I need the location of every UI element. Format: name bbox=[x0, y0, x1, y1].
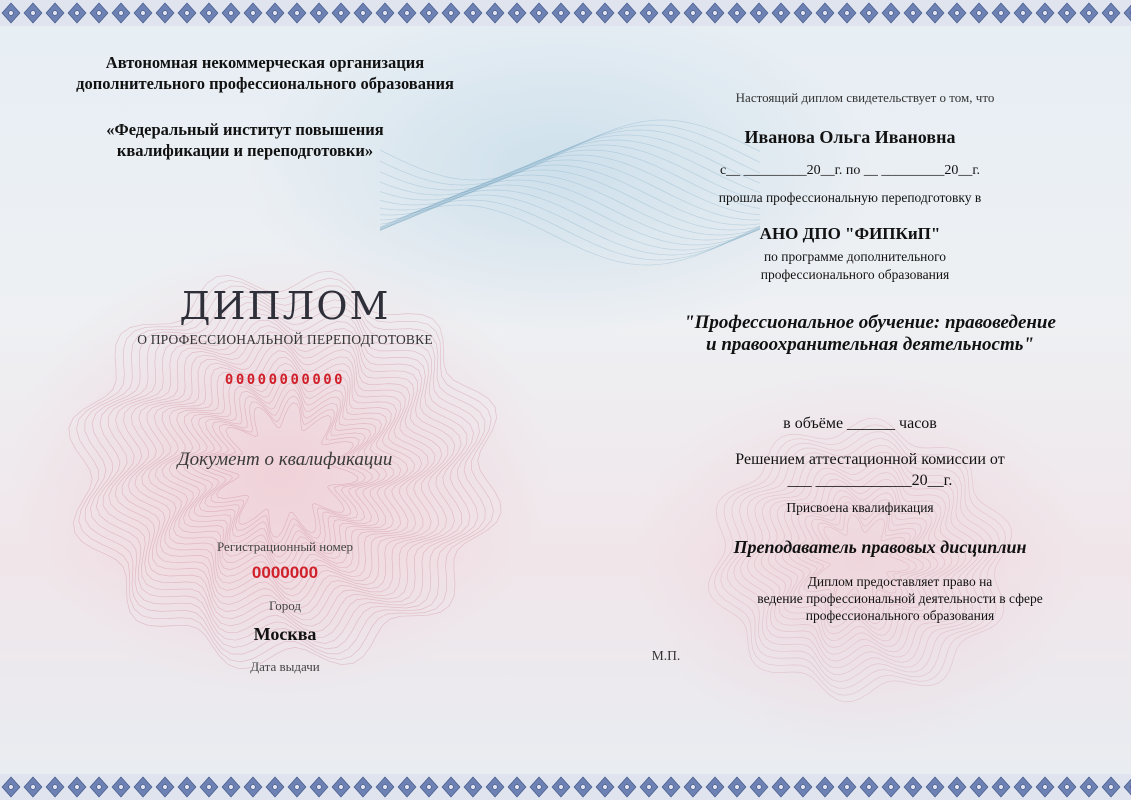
organization-short-name: АНО ДПО "ФИПКиП" bbox=[759, 224, 941, 243]
border-ornament-dot bbox=[493, 11, 498, 16]
border-ornament-dot bbox=[75, 785, 80, 790]
city-value: Москва bbox=[253, 624, 317, 644]
border-ornament-dot bbox=[119, 785, 124, 790]
border-ornament-dot bbox=[339, 11, 344, 16]
border-ornament-dot bbox=[779, 11, 784, 16]
program-name-line-2: и правоохранительная деятельность" bbox=[706, 334, 1034, 355]
border-ornament-dot bbox=[735, 11, 740, 16]
certifies-text: Настоящий диплом свидетельствует о том, что bbox=[735, 90, 995, 105]
border-ornament-dot bbox=[647, 785, 652, 790]
border-ornament-dot bbox=[933, 11, 938, 16]
border-ornament-dot bbox=[163, 785, 168, 790]
program-label-line-1: по программе дополнительного bbox=[763, 249, 947, 264]
commission-line-1: Решением аттестационной комиссии от bbox=[735, 451, 1005, 468]
border-ornament-dot bbox=[185, 785, 190, 790]
organization-line-2: дополнительного профессионального образования bbox=[76, 74, 454, 93]
border-ornament-dot bbox=[757, 785, 762, 790]
qualification-title: Преподаватель правовых дисциплин bbox=[733, 537, 1027, 557]
rights-line-3: профессионального образования bbox=[805, 608, 995, 623]
organization-name-line-2: квалификации и переподготовки» bbox=[116, 141, 374, 160]
program-name bbox=[640, 312, 1100, 356]
border-ornament-dot bbox=[757, 11, 762, 16]
border-ornament-dot bbox=[317, 785, 322, 790]
border-ornament-dot bbox=[977, 785, 982, 790]
rights-line-2: ведение профессиональной деятельности в сфере bbox=[757, 591, 1043, 606]
stamp-place-label: М.П. bbox=[651, 648, 681, 663]
border-ornament-dot bbox=[977, 11, 982, 16]
border-ornament-dot bbox=[53, 11, 58, 16]
border-ornament-dot bbox=[383, 11, 388, 16]
program-name-line-1: "Профессиональное обучение: правоведение bbox=[684, 312, 1056, 333]
border-ornament-dot bbox=[427, 785, 432, 790]
bottom-ornament-border bbox=[0, 774, 1131, 800]
border-ornament-dot bbox=[889, 785, 894, 790]
border-ornament-dot bbox=[1065, 11, 1070, 16]
border-ornament-dot bbox=[867, 11, 872, 16]
border-ornament-dot bbox=[75, 11, 80, 16]
border-ornament-dot bbox=[97, 11, 102, 16]
city-label: Город bbox=[268, 598, 302, 613]
border-ornament-dot bbox=[9, 785, 14, 790]
border-ornament-dot bbox=[295, 11, 300, 16]
border-ornament-dot bbox=[1109, 11, 1114, 16]
border-ornament-dot bbox=[1065, 785, 1070, 790]
passed-retraining-text: прошла профессиональную переподготовку в bbox=[718, 190, 982, 205]
border-ornament-dot bbox=[735, 785, 740, 790]
border-ornament-dot bbox=[581, 785, 586, 790]
border-ornament-dot bbox=[317, 11, 322, 16]
border-ornament-dot bbox=[339, 785, 344, 790]
border-ornament-dot bbox=[273, 11, 278, 16]
border-ornament-dot bbox=[779, 785, 784, 790]
document-kind: Документ о квалификации bbox=[177, 449, 393, 470]
border-ornament-dot bbox=[713, 785, 718, 790]
border-ornament-dot bbox=[603, 785, 608, 790]
border-ornament-dot bbox=[823, 11, 828, 16]
organization-name-line-1: «Федеральный институт повышения bbox=[106, 120, 384, 139]
border-ornament-dot bbox=[559, 11, 564, 16]
border-ornament-dot bbox=[669, 11, 674, 16]
border-ornament-dot bbox=[559, 785, 564, 790]
border-ornament-dot bbox=[383, 785, 388, 790]
border-ornament-dot bbox=[141, 11, 146, 16]
border-ornament-dot bbox=[471, 11, 476, 16]
border-ornament-dot bbox=[581, 11, 586, 16]
border-ornament-dot bbox=[867, 785, 872, 790]
registration-number: 0000000 bbox=[251, 563, 319, 582]
border-ornament-dot bbox=[31, 11, 36, 16]
border-ornament-dot bbox=[449, 785, 454, 790]
border-ornament-dot bbox=[625, 785, 630, 790]
border-ornament-dot bbox=[361, 785, 366, 790]
border-ornament-dot bbox=[1087, 785, 1092, 790]
border-ornament-dot bbox=[361, 11, 366, 16]
registration-number-label: Регистрационный номер bbox=[217, 539, 353, 554]
holder-full-name: Иванова Ольга Ивановна bbox=[744, 127, 956, 147]
border-ornament-dot bbox=[207, 11, 212, 16]
hours-volume: в объёме ______ часов bbox=[783, 415, 937, 432]
border-ornament-dot bbox=[471, 785, 476, 790]
border-ornament-dot bbox=[603, 11, 608, 16]
diploma-serial-number: 00000000000 bbox=[224, 372, 346, 388]
organization-name bbox=[40, 119, 450, 161]
organization-type bbox=[20, 52, 510, 94]
diploma-title: ДИПЛОМ bbox=[179, 284, 391, 328]
border-ornament-dot bbox=[845, 11, 850, 16]
border-ornament-dot bbox=[1109, 785, 1114, 790]
border-ornament-dot bbox=[889, 11, 894, 16]
border-ornament-dot bbox=[911, 785, 916, 790]
border-ornament-dot bbox=[1043, 11, 1048, 16]
border-ornament-dot bbox=[1021, 785, 1026, 790]
border-ornament-dot bbox=[713, 11, 718, 16]
border-ornament-dot bbox=[493, 785, 498, 790]
border-ornament-dot bbox=[625, 11, 630, 16]
border-ornament-dot bbox=[251, 11, 256, 16]
border-ornament-dot bbox=[31, 785, 36, 790]
border-ornament-dot bbox=[449, 11, 454, 16]
border-ornament-dot bbox=[955, 785, 960, 790]
border-ornament-dot bbox=[845, 785, 850, 790]
border-ornament-dot bbox=[273, 785, 278, 790]
border-ornament-dot bbox=[207, 785, 212, 790]
border-ornament-dot bbox=[537, 11, 542, 16]
border-ornament-dot bbox=[955, 11, 960, 16]
border-ornament-dot bbox=[801, 11, 806, 16]
border-ornament-dot bbox=[405, 785, 410, 790]
border-ornament-dot bbox=[999, 785, 1004, 790]
organization-line-1: Автономная некоммерческая организация bbox=[105, 53, 425, 72]
border-ornament-dot bbox=[229, 11, 234, 16]
border-ornament-dot bbox=[405, 11, 410, 16]
border-ornament-dot bbox=[141, 785, 146, 790]
border-ornament-dot bbox=[911, 11, 916, 16]
border-ornament-dot bbox=[9, 11, 14, 16]
border-ornament-dot bbox=[515, 785, 520, 790]
rights-line-1: Диплом предоставляет право на bbox=[807, 574, 993, 589]
border-ornament-dot bbox=[801, 785, 806, 790]
border-ornament-dot bbox=[999, 11, 1004, 16]
border-ornament-dot bbox=[691, 785, 696, 790]
border-ornament-dot bbox=[647, 11, 652, 16]
border-ornament-dot bbox=[691, 11, 696, 16]
border-ornament-dot bbox=[1021, 11, 1026, 16]
program-label bbox=[700, 248, 1010, 284]
border-ornament-dot bbox=[97, 785, 102, 790]
border-ornament-dot bbox=[515, 11, 520, 16]
commission-decision bbox=[680, 449, 1060, 491]
program-label-line-2: профессионального образования bbox=[760, 267, 950, 282]
border-ornament-dot bbox=[163, 11, 168, 16]
border-ornament-dot bbox=[295, 785, 300, 790]
diploma-subtitle: О ПРОФЕССИОНАЛЬНОЙ ПЕРЕПОДГОТОВКЕ bbox=[137, 332, 433, 347]
border-ornament-dot bbox=[1043, 785, 1048, 790]
qualification-assigned-label: Присвоена квалификация bbox=[786, 500, 934, 515]
border-ornament-dot bbox=[229, 785, 234, 790]
rights-statement bbox=[710, 573, 1090, 624]
study-period: с__ _________20__г. по __ _________20__г. bbox=[719, 163, 981, 178]
border-ornament-dot bbox=[669, 785, 674, 790]
issue-date-label: Дата выдачи bbox=[250, 659, 320, 674]
border-ornament-dot bbox=[933, 785, 938, 790]
border-ornament-dot bbox=[823, 785, 828, 790]
border-ornament-dot bbox=[427, 11, 432, 16]
commission-line-2: ___ ____________20__г. bbox=[787, 472, 953, 489]
border-ornament-dot bbox=[119, 11, 124, 16]
border-ornament-dot bbox=[185, 11, 190, 16]
top-ornament-border bbox=[0, 0, 1131, 26]
border-ornament-dot bbox=[537, 785, 542, 790]
border-ornament-dot bbox=[53, 785, 58, 790]
border-ornament-dot bbox=[251, 785, 256, 790]
border-ornament-dot bbox=[1087, 11, 1092, 16]
